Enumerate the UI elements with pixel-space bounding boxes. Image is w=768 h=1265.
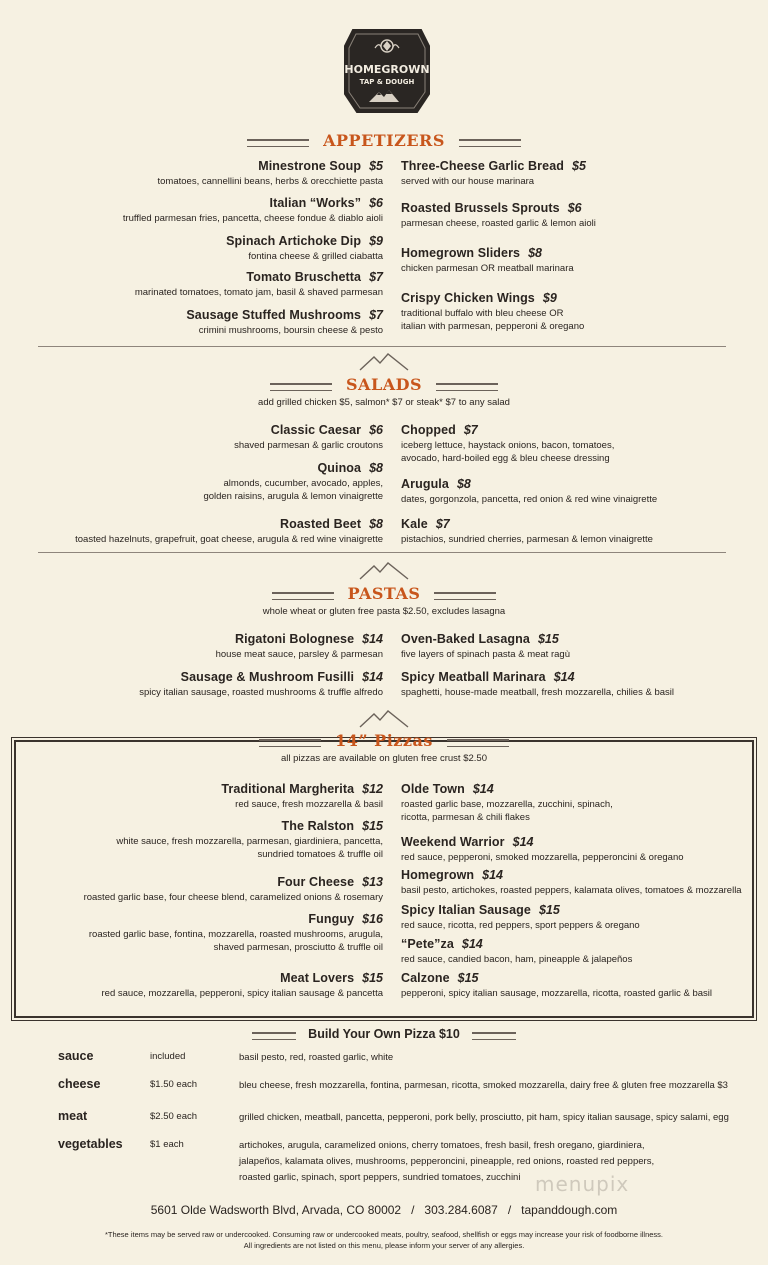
byo-category: sauce [58,1049,94,1063]
pastas-note: whole wheat or gluten free pasta $2.50, excludes lasagna [262,606,506,617]
byo-price: $1 each [150,1139,184,1150]
logo-badge [339,22,435,118]
menu-item: Sausage & Mushroom Fusilli $14 spicy italian sausage, roasted mushrooms & truffle alfredo [139,670,383,698]
pizzas-header [0,731,768,764]
byo-options: basil pesto, red, roasted garlic, white [239,1052,394,1063]
byo-price: $1.50 each [150,1079,198,1090]
byo-options: grilled chicken, meatball, pancetta, pepperoni, pork belly, prosciutto, pit ham, spicy italian sausage, spicy salami, egg [239,1112,729,1123]
pastas-title: PASTAS [334,584,435,603]
byo-category: vegetables [58,1137,123,1151]
menu-item: Weekend Warrior $14 red sauce, pepperoni, smoked mozzarella, pepperoncini & oregano [401,835,684,863]
menu-item: Meat Lovers $15 red sauce, mozzarella, pepperoni, spicy italian sausage & pancetta [101,971,383,999]
pizzas-note: all pizzas are available on gluten free crust $2.50 [281,753,487,764]
byo-category: cheese [58,1077,101,1091]
menu-item: Spicy Italian Sausage $15 red sauce, ricotta, red peppers, sport peppers & oregano [401,903,640,931]
byo-price: included [150,1051,186,1062]
menu-item: Kale $7 pistachios, sundried cherries, parmesan & lemon vinaigrette [401,517,653,545]
logo-subtitle: TAP & DOUGH [359,78,415,86]
mountain-icon [358,562,410,580]
logo [339,22,435,118]
byo-options: bleu cheese, fresh mozzarella, fontina, parmesan, ricotta, smoked mozzarella, dairy free & gluten free mozzarella $3 [239,1080,728,1091]
mountain-icon [358,710,410,728]
menu-item: Classic Caesar $6 shaved parmesan & garlic croutons [234,423,383,451]
byo-category: meat [58,1109,88,1123]
divider [38,346,726,347]
menu-item: Oven-Baked Lasagna $15 five layers of spinach pasta & meat ragù [401,632,570,660]
watermark: menupix [535,1172,630,1196]
salads-title: SALADS [332,375,436,394]
menu-item: Olde Town $14 roasted garlic base, mozzarella, zucchini, spinach, ricotta, parmesan & chili flakes [401,782,613,823]
byo-options: artichokes, arugula, caramelized onions, cherry tomatoes, fresh basil, fresh oregano, giardiniera, jalapeños, kalamata olives, mushrooms, pepperoncini, pineapple, red onions, roasted red peppers, roasted garlic, spinach, sport peppers, sundried tomatoes, zucchini [239,1140,655,1183]
salads-header [0,375,768,408]
mountain-icon [358,353,410,371]
menu-item: Rigatoni Bolognese $14 house meat sauce, parsley & parmesan [215,632,383,660]
menu-item: Three-Cheese Garlic Bread $5 served with our house marinara [401,159,586,187]
salads-note: add grilled chicken $5, salmon* $7 or steak* $7 to any salad [258,397,510,408]
menu-item: Homegrown $14 basil pesto, artichokes, roasted peppers, kalamata olives, tomatoes & mozzarella [401,868,742,896]
pastas-header [0,584,768,617]
divider [38,552,726,553]
menu-item: Crispy Chicken Wings $9 traditional buffalo with bleu cheese OR italian with parmesan, pepperoni & oregano [401,291,585,332]
byo-header [0,1025,768,1043]
byo-price: $2.50 each [150,1111,198,1122]
menu-item: Roasted Beet $8 toasted hazelnuts, grapefruit, goat cheese, arugula & red wine vinaigrette [75,517,383,545]
menu-item: Chopped $7 iceberg lettuce, haystack onions, bacon, tomatoes, avocado, hard-boiled egg & bleu cheese dressing [401,423,615,464]
logo-wordmark: HOMEGROWN [344,63,430,76]
menu-item: The Ralston $15 white sauce, fresh mozzarella, parmesan, giardiniera, pancetta, sundried tomatoes & truffle oil [116,819,383,860]
menu-item: Spicy Meatball Marinara $14 spaghetti, house-made meatball, fresh mozzarella, chilies & basil [401,670,674,698]
byo-title: Build Your Own Pizza $10 [296,1027,472,1041]
menu-item: Sausage Stuffed Mushrooms $7 crimini mushrooms, boursin cheese & pesto [186,308,383,336]
appetizers-title: APPETIZERS [309,131,459,150]
menu-item: Spinach Artichoke Dip $9 fontina cheese & grilled ciabatta [226,234,383,262]
menu-item: Four Cheese $13 roasted garlic base, four cheese blend, caramelized onions & rosemary [83,875,383,903]
menu-item: Italian “Works” $6 truffled parmesan fries, pancetta, cheese fondue & diablo aioli [122,196,383,224]
contact-info: 5601 Olde Wadsworth Blvd, Arvada, CO 80002 / 303.284.6087 / tapanddough.com [150,1203,618,1217]
menu-item: Homegrown Sliders $8 chicken parmesan OR meatball marinara [401,246,574,274]
menu-item: Quinoa $8 almonds, cucumber, avocado, apples, golden raisins, arugula & lemon vinaigrette [203,461,383,502]
menu-item: Arugula $8 dates, gorgonzola, pancetta, red onion & red wine vinaigrette [401,477,658,505]
pizzas-title: 14” Pizzas [321,731,447,750]
disclaimer: *These items may be served raw or undercooked. Consuming raw or undercooked meats, poultry, seafood, shellfish or eggs may increase your risk of foodborne illness. All ingredients are not listed on this menu, please inform your server of any allergies. [104,1230,664,1250]
menu-item: Minestrone Soup $5 tomatoes, cannellini beans, herbs & orecchiette pasta [157,159,383,187]
menu-item: Tomato Bruschetta $7 marinated tomatoes, tomato jam, basil & shaved parmesan [134,270,383,298]
appetizers-header [0,131,768,151]
menu-item: Funguy $16 roasted garlic base, fontina, mozzarella, roasted mushrooms, arugula, shaved parmesan, prosciutto & truffle oil [88,912,383,953]
menu-item: “Pete”za $14 red sauce, candied bacon, ham, pineapple & jalapeños [401,937,633,965]
menu-item: Roasted Brussels Sprouts $6 parmesan cheese, roasted garlic & lemon aioli [401,201,596,229]
menu-item: Calzone $15 pepperoni, spicy italian sausage, mozzarella, ricotta, roasted garlic & basil [401,971,713,999]
menu-item: Traditional Margherita $12 red sauce, fresh mozzarella & basil [221,782,383,810]
